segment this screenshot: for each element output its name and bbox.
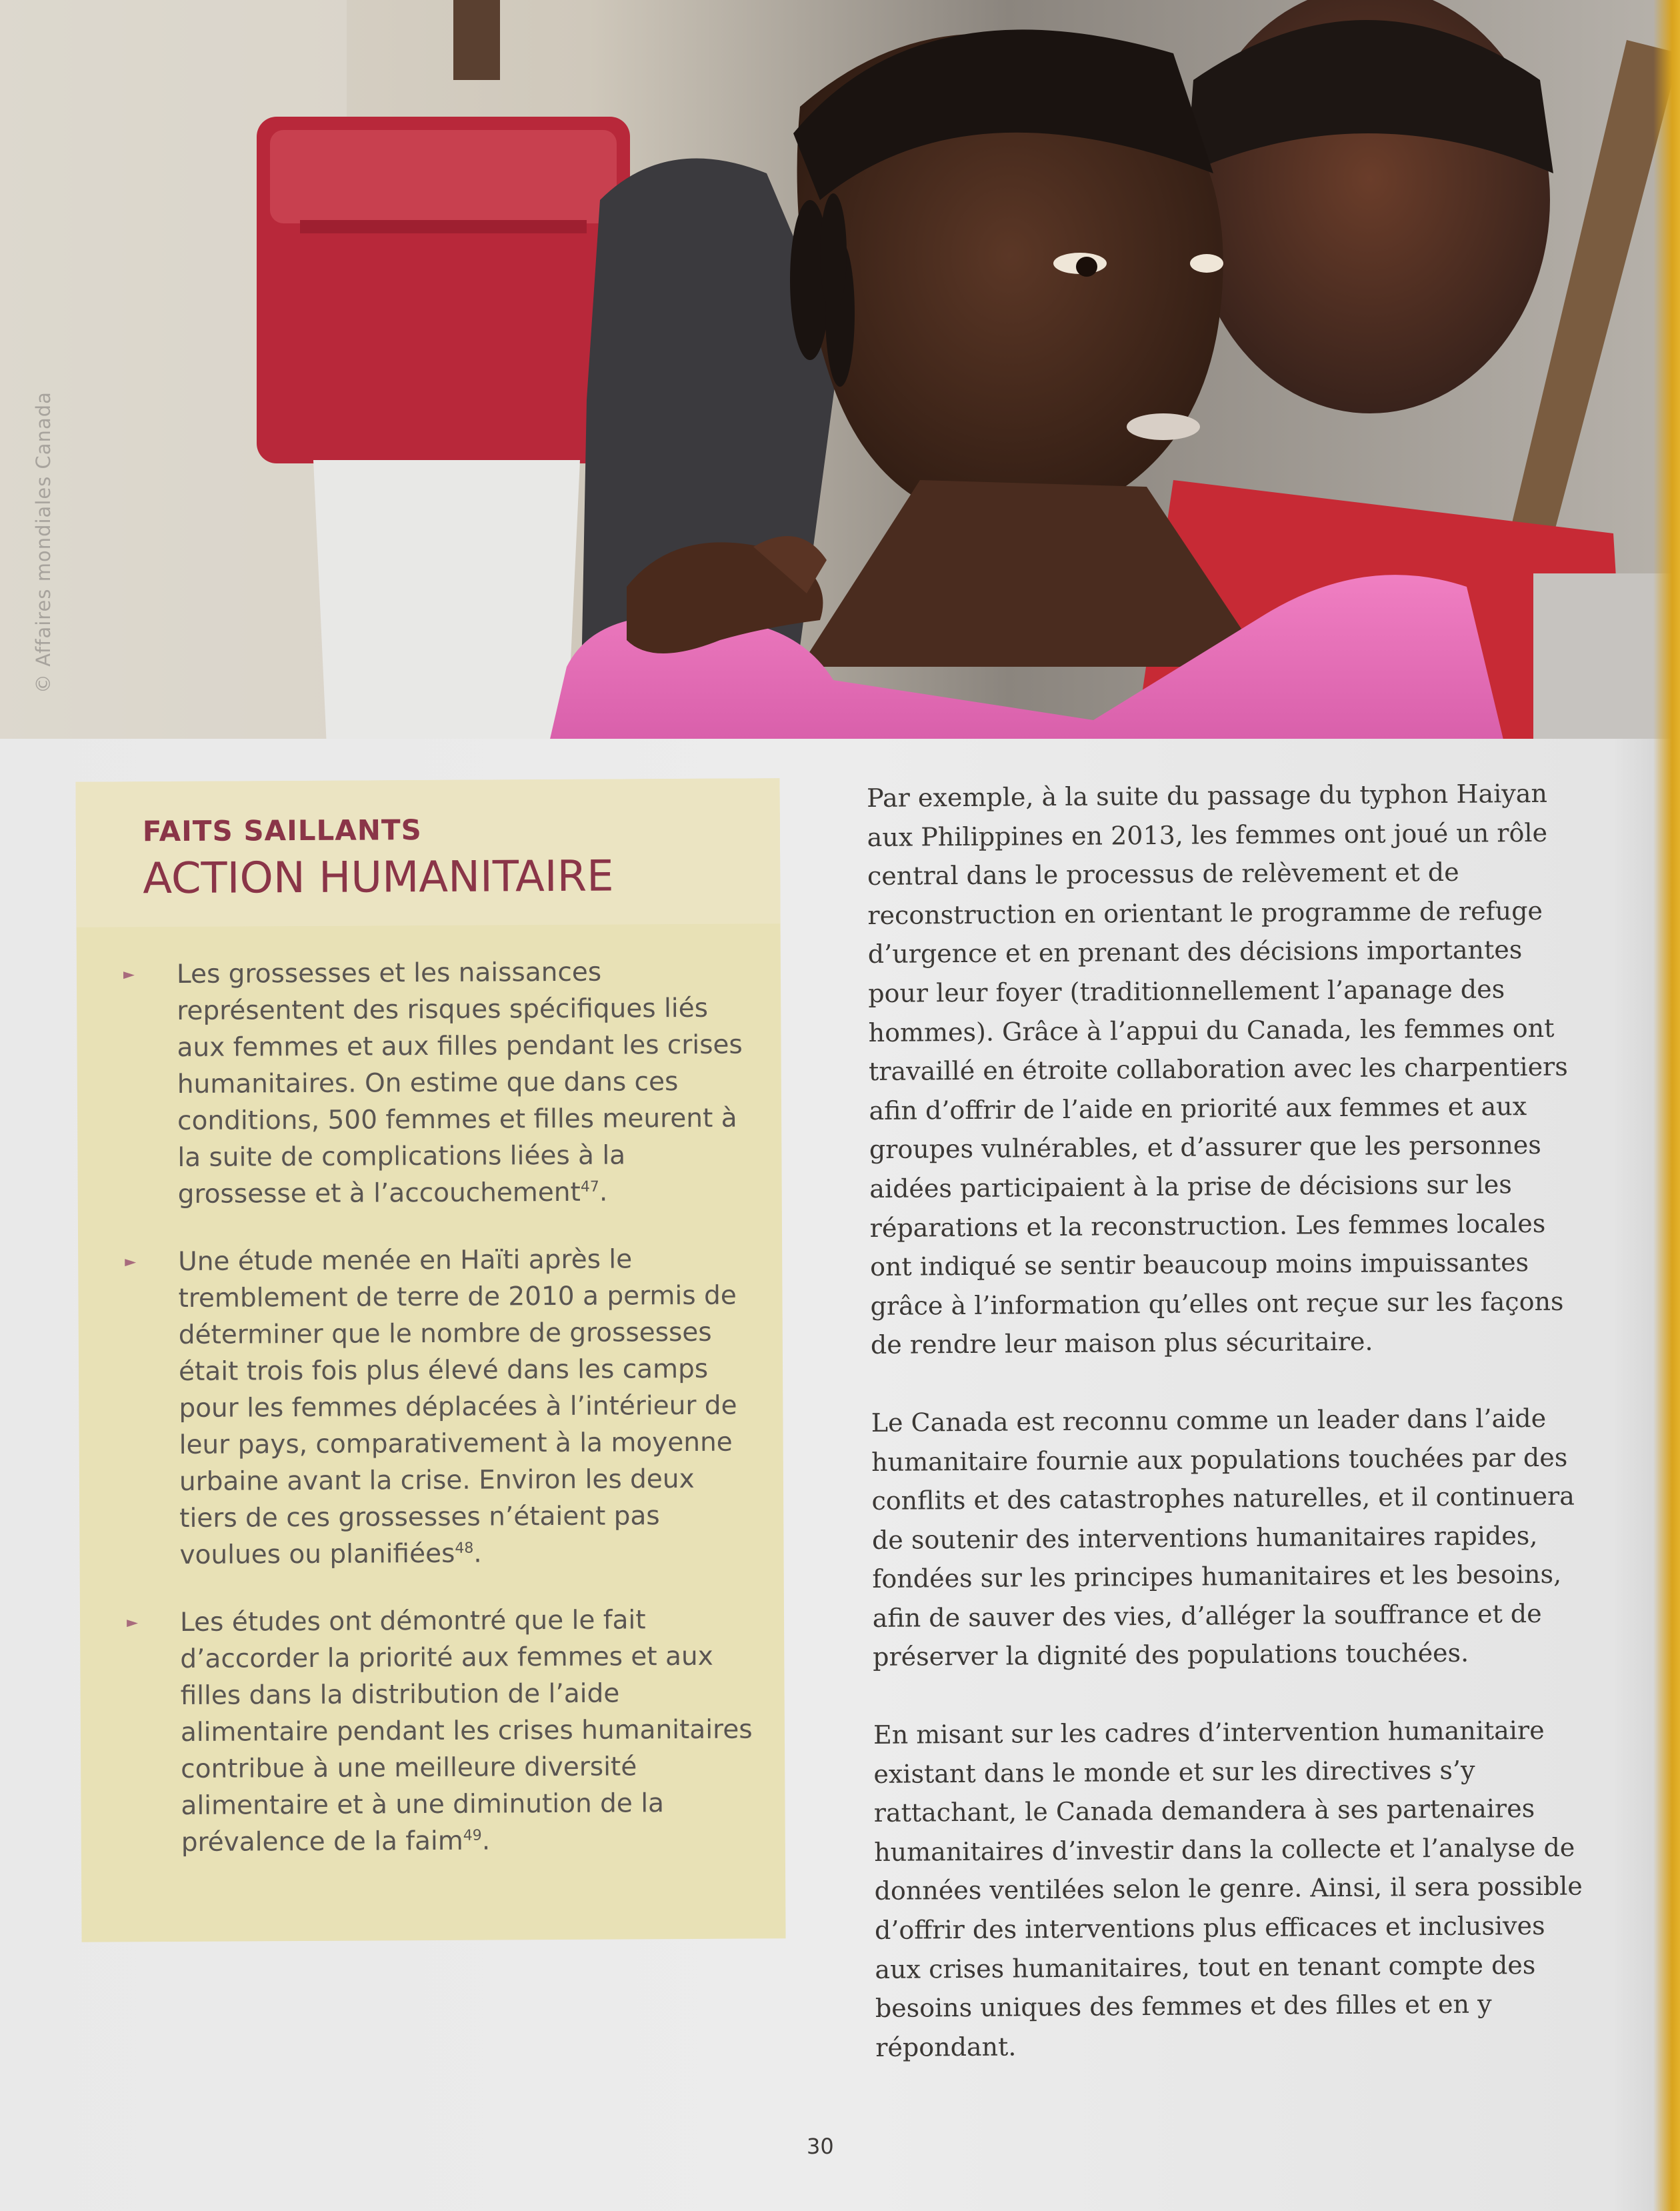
highlight-item	[125, 1240, 757, 1574]
footnote-ref: 47	[580, 1178, 599, 1196]
footnote-ref: 49	[463, 1827, 482, 1844]
highlights-list	[77, 923, 785, 1862]
highlight-end: .	[473, 1538, 482, 1569]
body-paragraph: En misant sur les cadres d’intervention humanitaire existant dans le monde et sur les directives s’y rattachant, le Canada demandera à ses partenaires humanitaires d’investir dans la collecte et l’analyse de données ventilées selon le genre. Ainsi, il sera possible d’offrir des interventions plus efficaces et inclusives aux crises humanitaires, tout en tenant compte des besoins uniques des femmes et des filles et en y répondant.	[873, 1716, 1583, 2062]
hero-photo	[0, 0, 1680, 753]
highlights-header	[75, 778, 780, 927]
highlights-title: ACTION HUMANITAIRE	[143, 851, 614, 904]
photo-credit: © Affaires mondiales Canada	[32, 391, 55, 693]
highlight-item	[127, 1601, 759, 1861]
footnote-ref: 48	[455, 1540, 474, 1557]
hero-photo-illustration	[0, 0, 1680, 753]
highlight-text: Les études ont démontré que le fait d’accorder la priorité aux femmes et aux filles dans la distribution de l’aide alimentaire pendant les crises humanitaires contribue à une meilleure diversité alimentaire et à une diminution de la prévalence de la faim	[179, 1605, 753, 1858]
page-number: 30	[807, 2134, 834, 2159]
page-edge	[1653, 0, 1680, 2211]
bullet-triangle-icon: ►	[125, 1254, 137, 1271]
highlight-item	[123, 953, 755, 1213]
body-paragraph: Par exemple, à la suite du passage du typhon Haiyan aux Philippines en 2013, les femmes ont joué un rôle central dans le processus de relèvement et de reconstruction en orientant le programme de refuge d’urgence et en prenant des décisions importantes pour leur foyer (traditionnellement l’apanage des hommes). Grâce à l’appui du Canada, les femmes ont travaillé en étroite collaboration avec les charpentiers afin d’offrir de l’aide en priorité aux femmes et aux groupes vulnérables, et d’assurer que les personnes aidées participaient à la prise de décisions sur les réparations et la reconstruction. Les femmes locales ont indiqué se sentir beaucoup moins impuissantes grâce à l’information qu’elles ont reçue sur les façons de rendre leur maison plus sécuritaire.	[867, 778, 1568, 1360]
highlight-text: Les grossesses et les naissances représentent des risques spécifiques liés aux femmes et aux filles pendant les crises humanitaires. On estime que dans ces conditions, 500 femmes et filles meurent à la suite de complications liées à la grossesse et à l’accouchement	[176, 957, 743, 1210]
highlight-text: Une étude menée en Haïti après le tremblement de terre de 2010 a permis de déterminer que le nombre de grossesses était trois fois plus élevé dans les camps pour les femmes déplacées à l’intérieur de leur pays, comparativement à la moyenne urbaine avant la crise. Environ les deux tiers de ces grossesses n’étaient pas voulues ou planifiées	[178, 1244, 737, 1570]
highlights-box	[75, 778, 785, 1942]
bullet-triangle-icon: ►	[126, 1614, 139, 1632]
body-column	[867, 774, 1589, 2106]
highlights-kicker: FAITS SAILLANTS	[142, 813, 422, 848]
body-paragraph: Le Canada est reconnu comme un leader dans l’aide humanitaire fournie aux populations touchées par des conflits et des catastrophes naturelles, et il continuera de soutenir des interventions humanitaires rapides, fondées sur les principes humanitaires et les besoins, afin de sauver des vies, d’alléger la souffrance et de préserver la dignité des populations touchées.	[871, 1403, 1575, 1672]
highlight-end: .	[481, 1826, 491, 1856]
bullet-triangle-icon: ►	[123, 966, 135, 983]
highlight-end: .	[599, 1177, 608, 1208]
